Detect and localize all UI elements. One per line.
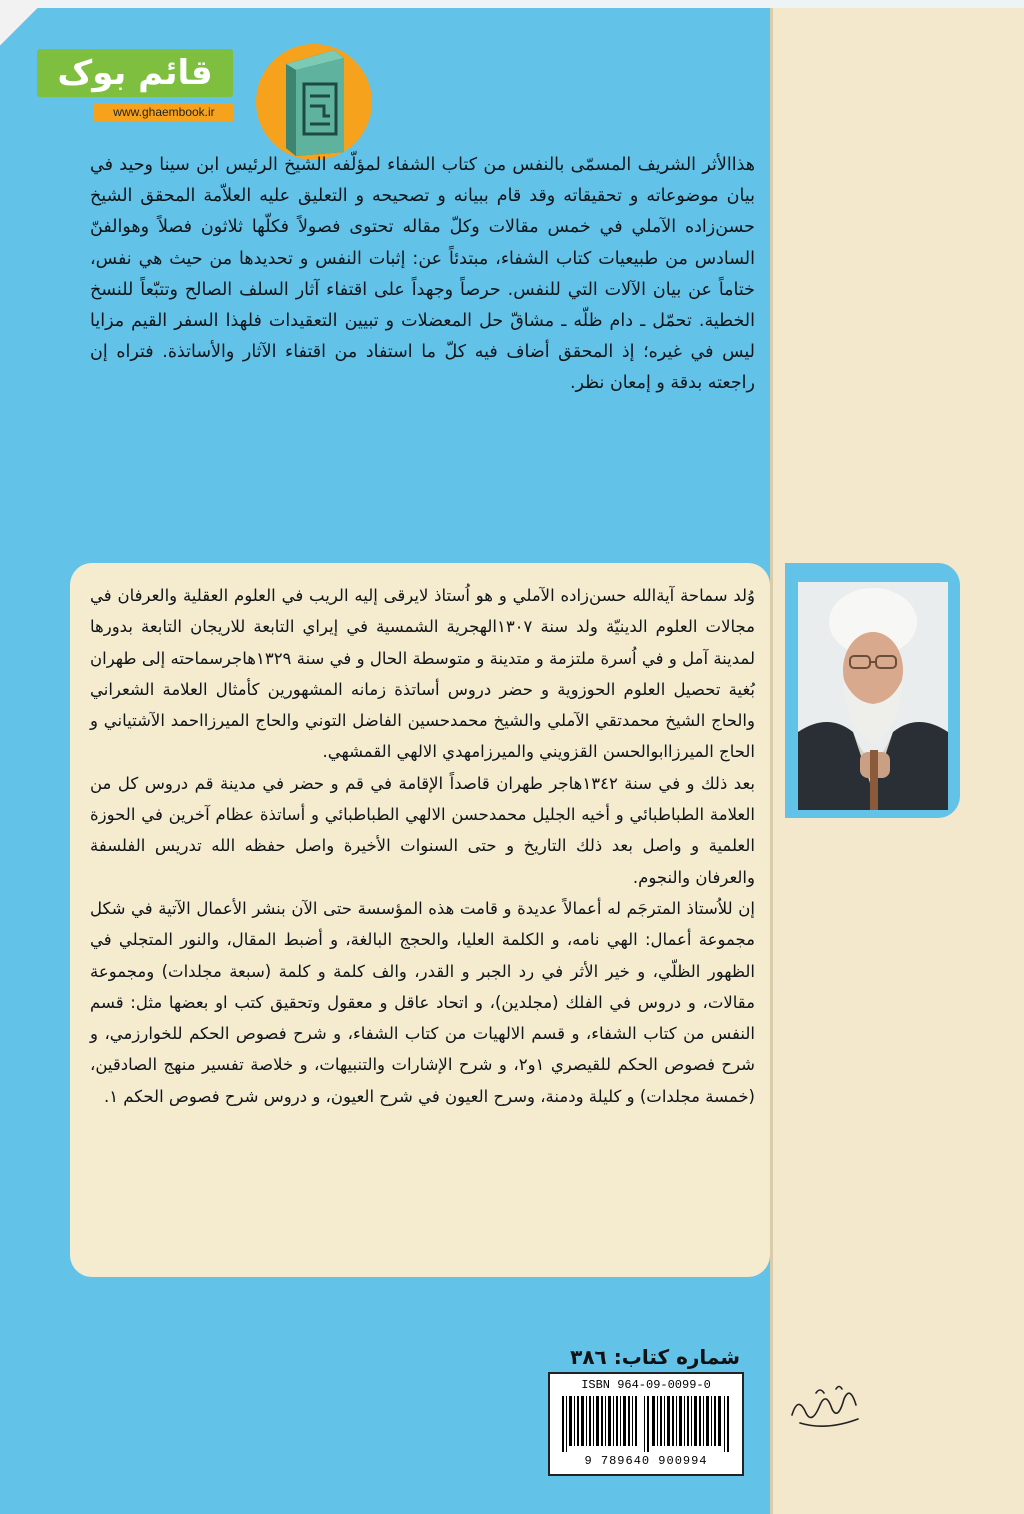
cover-corner [0,0,40,60]
cover-top-edge [0,0,1024,8]
book-number [540,1345,740,1369]
bio-paragraph-birth: وُلد سماحة آية‌الله حسن‌زاده الآملي و هو اُستاذ لايرقى إليه الريب في العلوم العقلية والعرفان في مجالات العلوم الدينيّة ولد سنة ١٣٠٧الهجرية الشمسية في إيراي التابعة للاريجان التابعة بدورها لمدينة آمل و في اُسرة ملتزمة و متدينة و متوسطة الحال و في سنة ١٣٢٩هاجرسماحته إلى طهران بُغية تحصيل العلوم الحوزوية و حضر دروس أساتذة زمانه المشهورين كأمثال العلامة الشعراني والحاج الشيخ محمدتقي الآملي والشيخ محمدحسين الفاضل التوني والحاج الميرزااحمد الآشتياني و الحاج الميرزاابوالحسن القزويني والميرزامهدي الالهي القمشهي. [90,586,755,762]
barcode-bars [560,1396,732,1452]
barcode-digits: 9 789640 900994 [584,1454,708,1468]
book-emblem-icon [282,44,348,156]
author-biography [90,580,755,1112]
bio-paragraph-works: إن للاُستاذ المترجَم له أعمالاً عديدة و قامت هذه المؤسسة حتى الآن بنشر الأعمال الآتية في شكل مجموعة أعمال: الهي نامه، و الكلمة العليا، والحجج البالغة، و أضبط المقال، والنور المتجلي في الظهور الظلّي، و خير الأثر في رد الجبر و القدر، والف كلمة و كلمة (سبعة مجلدات) ومجموعة مقالات، و دروس في الفلك (مجلدين)، و اتحاد عاقل و معقول وتحقيق كتب او بعضها مثل: قسم النفس من كتاب الشفاء، و قسم الالهيات من كتاب الشفاء، و شرح فصوص الحكم للخوارزمي، و شرح فصوص الحكم للقيصري ١و٢، و شرح الإشارات والتنبيهات، و خلاصة تفسير منهج الصادقين، (خمسة مجلدات) و كليلة ودمنة، وسرح العيون في شرح العيون، و دروس شرح فصوص الحكم ١. [90,898,755,1106]
publisher-url: www.ghaembook.ir [94,103,234,121]
book-description-text: هذاالأثر الشريف المسمّى بالنفس من كتاب الشفاء لمؤلّفه الشيخ الرئيس ابن سينا وحيد في بيان موضوعاته و تحقيقاته وقد قام ببيانه و تصحيحه و التعليق عليه العلاّمة المحقق الشيخ حسن‌زاده الآملي في خمس مقالات وكلّ مقاله تحتوى فصولاً فكلّها ثلاثون فصلاً وهوالفنّ السادس من طبيعيات كتاب الشفاء، مبتدئاً عن: إثبات النفس و تحديدها من حيث هي نفس، ختاماً عن بيان الآلات التي للنفس. حرصاً وجهداً على اقتفاء آثار السلف الصالح وتتبّعاً للنسخ الخطية. تحمّل ـ دام ظلّه ـ مشاقّ حل المعضلات و تبيين التعقيدات فلهذا السفر القيم مزايا ليس في غيره؛ إذ المحقق أضاف فيه كلّ ما استفاد من اقتفاء الآثار والأساتذة. فتراه إن راجعته بدقة و إمعان نظر. [90,155,755,394]
publisher-name: قائم بوک [57,53,213,93]
isbn-barcode [548,1372,744,1476]
publisher-signature-logo [786,1375,866,1435]
author-portrait [798,582,948,810]
book-number-value: ٣٨٦ [570,1345,607,1369]
book-number-label: شماره كتاب: [613,1345,740,1369]
book-description [90,150,755,400]
isbn-text: ISBN 964-09-0099-0 [581,1378,711,1392]
bio-paragraph-qom: بعد ذلك و في سنة ١٣٤٢هاجر طهران قاصداً الإقامة في قم و حضر في مدينة قم دروس كل من العلامة الطباطبائي و أخيه الجليل محمدحسن الالهي الطباطبائي و أساتذة عظام آخرين في الحوزة العلمية و واصل بعد ذلك التاريخ و حتى السنوات الأخيرة واصل حفظه الله تدريس الفلسفة والعرفان والنجوم. [90,773,755,887]
